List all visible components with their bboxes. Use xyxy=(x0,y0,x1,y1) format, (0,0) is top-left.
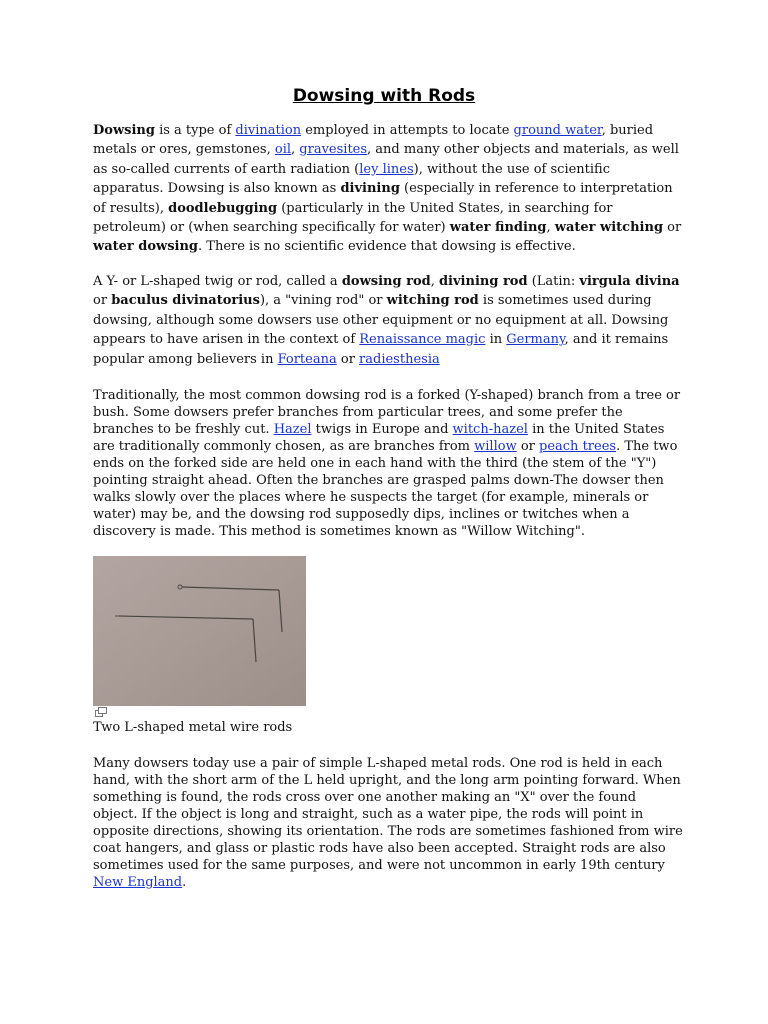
paragraph-rod-types xyxy=(93,272,683,369)
text: Traditionally, the most common dowsing rod is a forked (Y-shaped) branch from a tree or bush. Some dowsers prefer branches from particular trees, and some prefer the branches to be freshly cut. xyxy=(93,388,681,437)
link-new-england[interactable]: New England xyxy=(93,875,183,890)
text: twigs in Europe and xyxy=(311,422,453,437)
text: . xyxy=(182,875,187,890)
paragraph-intro xyxy=(93,121,683,257)
link-divination[interactable]: divination xyxy=(235,123,302,138)
text: employed in attempts to locate xyxy=(301,123,514,138)
link-renaissance-magic[interactable]: Renaissance magic xyxy=(359,332,486,348)
term-doodlebugging: doodlebugging xyxy=(168,200,278,216)
paragraph-l-shaped-rods xyxy=(93,755,683,891)
text: Many dowsers today use a pair of simple L-shaped metal rods. One rod is held in each hand, with the short arm of the L held upright, and the long arm pointing forward. When something is found, the rods cross over one another making an "X" over the found object. If the object is long and straight, such as a water pipe, the rods will point in opposite directions, showing its orientation. The rods are sometimes fashioned from wire coat hangers, and glass or plastic rods have also been accepted. Straight rods are also sometimes used for the same purposes, and were not uncommon in early 19th century xyxy=(93,756,683,873)
link-oil[interactable]: oil xyxy=(274,142,292,158)
text: (especially in reference to interpretation of results), xyxy=(93,181,673,216)
text: or xyxy=(336,351,360,367)
text: or xyxy=(663,220,682,236)
link-witch-hazel[interactable]: witch-hazel xyxy=(452,422,528,437)
text: in xyxy=(485,332,507,348)
link-hazel[interactable]: Hazel xyxy=(273,422,312,437)
l-shaped-rods-photo xyxy=(93,556,306,706)
text: ), without the use of scientific apparatus. Dowsing is also known as xyxy=(93,161,611,197)
text: , xyxy=(291,142,300,158)
image-frame-icon xyxy=(95,707,107,717)
text: is a type of xyxy=(154,123,236,138)
term-dowsing: Dowsing xyxy=(93,123,155,138)
text: A Y- or L-shaped twig or rod, called a xyxy=(93,274,342,289)
text: . The two ends on the forked side are held one in each hand with the third (the stem of the "Y") pointing straight ahead. Often the branches are grasped palms down-The dowser then walks slowly over the places where he suspects the target (for example, minerals or water) may be, and the dowsing rod supposedly dips, inclines or twitches when a discovery is made. This method is sometimes known as "Willow Witching". xyxy=(93,439,678,539)
link-willow[interactable]: willow xyxy=(474,439,517,454)
photo-background xyxy=(93,556,306,706)
text: , and it remains popular among believers in xyxy=(93,332,669,367)
page-title: Dowsing with Rods xyxy=(292,86,476,106)
paragraph-traditional-rods xyxy=(93,387,683,540)
text: in the United States are traditionally commonly chosen, as are branches from xyxy=(93,422,665,454)
text: , xyxy=(430,274,439,289)
text: (particularly in the United States, in searching for petroleum) or (when searching specifically for water) xyxy=(93,200,613,236)
text: . There is no scientific evidence that dowsing is effective. xyxy=(198,239,576,255)
term-divining: divining xyxy=(340,181,400,197)
term-dowsing-rod: dowsing rod xyxy=(341,274,431,289)
term-witching-rod: witching rod xyxy=(386,293,479,309)
text: or xyxy=(93,293,112,309)
link-ley-lines[interactable]: ley lines xyxy=(359,161,414,177)
image-caption: Two L-shaped metal wire rods xyxy=(93,720,293,735)
term-virgula-divina: virgula divina xyxy=(579,274,680,289)
link-forteana[interactable]: Forteana xyxy=(277,351,337,367)
term-water-dowsing: water dowsing xyxy=(93,239,199,255)
link-peach-trees[interactable]: peach trees xyxy=(539,439,617,454)
text: , and many other objects and materials, as well as so-called currents of earth radiation ( xyxy=(93,142,679,177)
text: , xyxy=(546,220,555,236)
link-germany[interactable]: Germany xyxy=(506,332,565,348)
link-gravesites[interactable]: gravesites xyxy=(299,142,368,158)
text: or xyxy=(516,439,540,454)
text: is sometimes used during dowsing, although some dowsers use other equipment or no equipment at all. Dowsing appears to have arisen in the context of xyxy=(93,293,669,348)
link-ground-water[interactable]: ground water xyxy=(513,123,602,138)
term-baculus-divinatorius: baculus divinatorius xyxy=(111,293,260,309)
term-water-witching: water witching xyxy=(554,220,664,236)
text: ), a "vining rod" or xyxy=(259,293,387,309)
term-water-finding: water finding xyxy=(449,220,547,236)
link-radiesthesia[interactable]: radiesthesia xyxy=(359,351,440,367)
text: (Latin: xyxy=(527,274,580,289)
text: , buried metals or ores, gemstones, xyxy=(93,123,654,158)
rods-illustration xyxy=(93,556,306,706)
term-divining-rod: divining rod xyxy=(438,274,528,289)
